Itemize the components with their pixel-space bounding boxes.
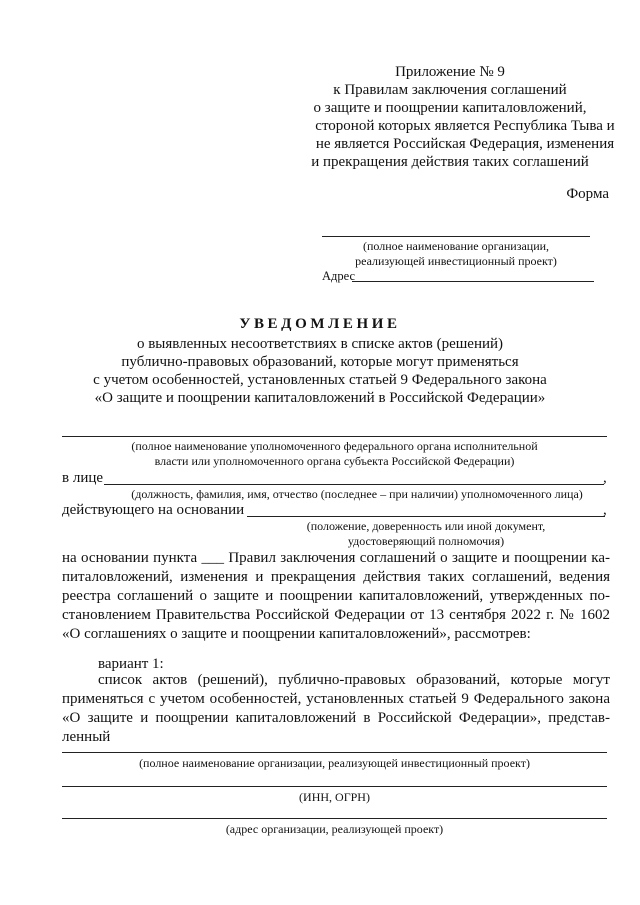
in-person-line[interactable]: [104, 484, 604, 485]
notice-subtitle: «О защите и поощрении капиталовложений в Российской Федерации»: [94, 390, 546, 406]
variant-text-line: список актов (решений), публично-правовых образований, которые могут: [98, 672, 610, 688]
inn-field-line[interactable]: [62, 786, 607, 787]
acting-label: действующего на основании: [62, 502, 245, 518]
address-field-caption: (адрес организации, реализующей проект): [225, 822, 444, 836]
inn-field-caption: (ИНН, ОГРН): [299, 790, 370, 804]
authority-caption: власти или уполномоченного органа субъекта Российской Федерации): [154, 454, 515, 468]
variant-text-line: «О защите и поощрении капиталовложений в Российской Федерации», представ-: [62, 710, 610, 726]
form-label: Форма: [566, 186, 609, 202]
org-name-caption: (полное наименование организации,: [362, 239, 550, 253]
body-paragraph-line: питаловложений, изменения и прекращения действия таких соглашений, ведения: [62, 569, 610, 585]
variant-label: вариант 1:: [98, 656, 164, 672]
appendix-line: о защите и поощрении капиталовложений,: [313, 100, 587, 116]
body-paragraph-line: «О соглашениях о защите и поощрении капиталовложений», рассмотрев:: [62, 626, 531, 642]
variant-text-line: применяться с учетом особенностей, установленных статьей 9 Федерального закона: [62, 691, 610, 707]
in-person-caption: (должность, фамилия, имя, отчество (последнее – при наличии) уполномоченного лица): [131, 487, 583, 501]
acting-comma: ,: [603, 502, 607, 518]
appendix-line: стороной которых является Республика Тыва и: [315, 118, 615, 134]
address-label: Адрес: [322, 269, 356, 283]
in-person-comma: ,: [603, 470, 607, 486]
acting-caption: (положение, доверенность или иной документ,: [306, 519, 546, 533]
acting-basis-line[interactable]: [247, 516, 605, 517]
address-line[interactable]: [352, 281, 594, 282]
notice-subtitle: с учетом особенностей, установленных статьей 9 Федерального закона: [93, 372, 547, 388]
org-field-line[interactable]: [62, 752, 607, 753]
acting-caption: удостоверяющий полномочия): [347, 534, 505, 548]
org-name-line[interactable]: [322, 236, 590, 237]
authority-caption: (полное наименование уполномоченного федерального органа исполнительной: [131, 439, 538, 453]
variant-text-line: ленный: [62, 729, 111, 745]
notice-subtitle: публично-правовых образований, которые могут применяться: [121, 354, 519, 370]
org-name-caption: реализующей инвестиционный проект): [355, 254, 557, 268]
appendix-line: и прекращения действия таких соглашений: [311, 154, 589, 170]
notice-subtitle: о выявленных несоответствиях в списке актов (решений): [136, 336, 504, 352]
address-field-line[interactable]: [62, 818, 607, 819]
appendix-number: Приложение № 9: [395, 64, 505, 80]
notice-title: УВЕДОМЛЕНИЕ: [239, 316, 401, 332]
appendix-line: к Правилам заключения соглашений: [333, 82, 567, 98]
authority-name-line[interactable]: [62, 436, 607, 437]
body-paragraph-line: становлением Правительства Российской Федерации от 13 сентября 2022 г. № 1602: [62, 607, 610, 623]
in-person-label: в лице: [62, 470, 104, 486]
body-paragraph-line: реестра соглашений о защите и поощрении капиталовложений, утвержденных по-: [62, 588, 610, 604]
org-field-caption: (полное наименование организации, реализующей инвестиционный проект): [139, 756, 530, 770]
body-paragraph-line: на основании пункта ___ Правил заключения соглашений о защите и поощрении ка-: [62, 550, 610, 566]
appendix-line: не является Российская Федерация, изменения: [315, 136, 615, 152]
